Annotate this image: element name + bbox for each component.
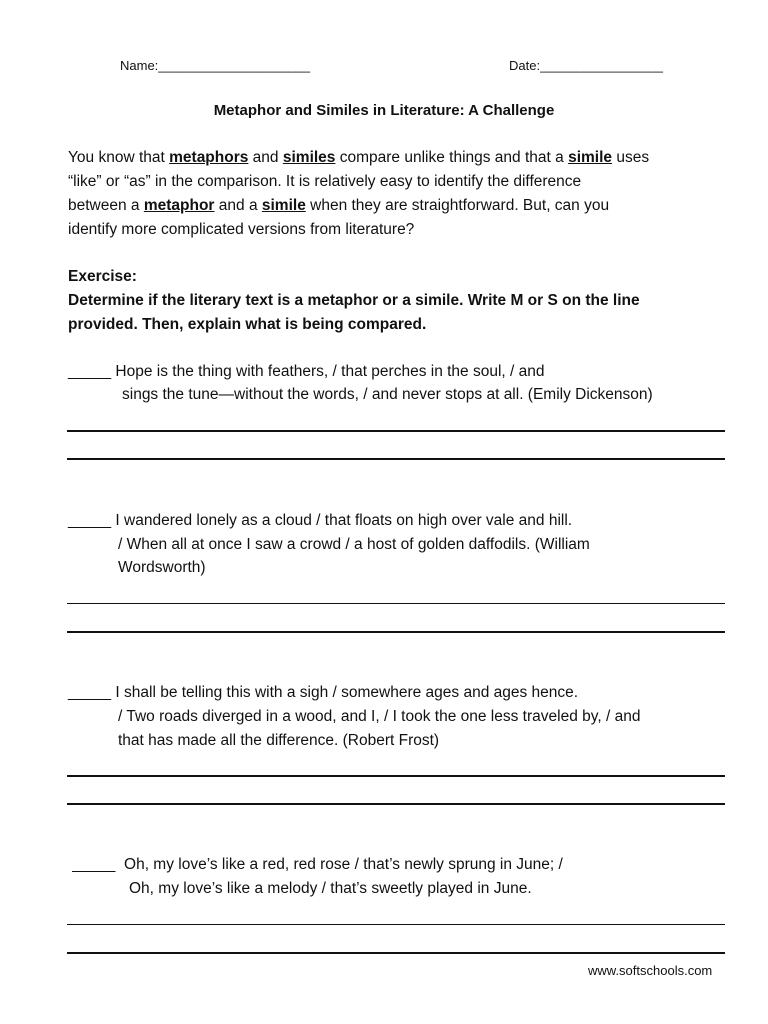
footer-website: www.softschools.com	[588, 963, 713, 978]
answer-line[interactable]	[67, 924, 725, 925]
keyword-simile: simile	[568, 149, 613, 166]
intro-text: You know that	[68, 149, 170, 166]
exercise-heading: Exercise:	[68, 268, 137, 285]
item-1-line-2: sings the tune—without the words, / and never stops at all. (Emily Dickenson)	[122, 386, 653, 403]
intro-text: and	[248, 149, 283, 166]
answer-line[interactable]	[67, 458, 725, 460]
intro-line-1	[68, 146, 649, 170]
intro-text: when they are straightforward. But, can you	[305, 197, 610, 214]
item-2-line-2: / When all at once I saw a crowd / a host of golden daffodils. (William	[118, 536, 590, 553]
answer-line[interactable]	[67, 631, 725, 633]
answer-line[interactable]	[67, 430, 725, 432]
item-3-line-3: that has made all the difference. (Robert Frost)	[118, 732, 440, 749]
page-title: Metaphor and Similes in Literature: A Challenge	[213, 102, 555, 119]
item-4-line-2: Oh, my love’s like a melody / that’s sweetly played in June.	[129, 880, 532, 897]
keyword-similes: similes	[282, 149, 336, 166]
exercise-instruction-2: provided. Then, explain what is being compared.	[68, 316, 427, 333]
date-field-label: Date:_________________	[509, 58, 663, 73]
intro-text: and a	[214, 197, 262, 214]
keyword-metaphor: metaphor	[143, 197, 215, 214]
answer-line[interactable]	[67, 603, 725, 604]
intro-text: between a	[68, 197, 144, 214]
intro-line-2: “like” or “as” in the comparison. It is relatively easy to identify the difference	[68, 173, 582, 190]
item-1-line-1: _____ Hope is the thing with feathers, / that perches in the soul, / and	[68, 363, 545, 380]
intro-line-4: identify more complicated versions from literature?	[68, 221, 415, 238]
intro-text: uses	[612, 149, 650, 166]
item-3-line-2: / Two roads diverged in a wood, and I, / I took the one less traveled by, / and	[118, 708, 641, 725]
exercise-instruction-1: Determine if the literary text is a metaphor or a simile. Write M or S on the line	[68, 292, 640, 309]
item-3-line-1: _____ I shall be telling this with a sigh / somewhere ages and ages hence.	[68, 684, 579, 701]
item-2-line-3: Wordsworth)	[118, 559, 206, 576]
answer-line[interactable]	[67, 952, 725, 954]
keyword-metaphors: metaphors	[169, 149, 249, 166]
item-4-line-1: _____ Oh, my love’s like a red, red rose / that’s newly sprung in June; /	[68, 856, 563, 873]
answer-line[interactable]	[67, 775, 725, 777]
item-2-line-1: _____ I wandered lonely as a cloud / that floats on high over vale and hill.	[68, 512, 573, 529]
keyword-simile: simile	[261, 197, 306, 214]
answer-line[interactable]	[67, 803, 725, 805]
intro-text: compare unlike things and that a	[335, 149, 569, 166]
name-field-label: Name:_____________________	[120, 58, 311, 73]
intro-line-3	[68, 194, 609, 218]
